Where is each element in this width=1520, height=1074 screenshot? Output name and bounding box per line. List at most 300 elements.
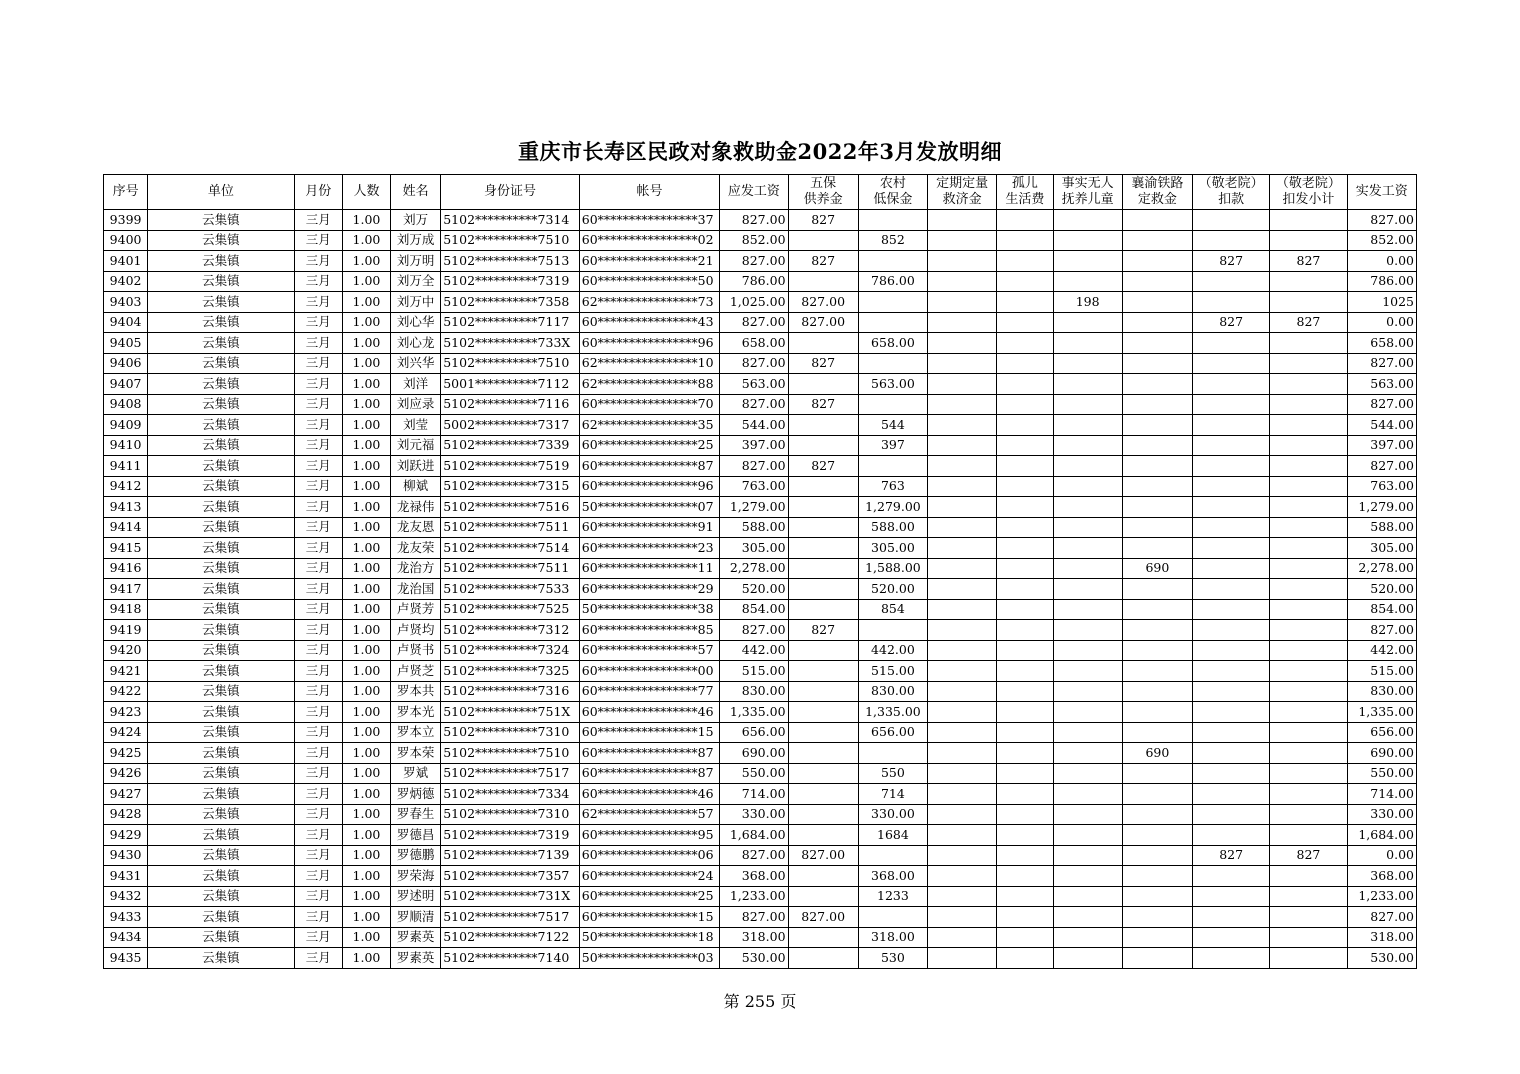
- cell-dingqi: [928, 784, 997, 805]
- cell-dibao: [858, 210, 927, 231]
- cell-dibao: 520.00: [858, 579, 927, 600]
- table-row: [104, 230, 1417, 251]
- cell-month: 三月: [294, 333, 342, 354]
- cell-wubao: [788, 476, 858, 497]
- table-row: [104, 763, 1417, 784]
- cell-net-pay: 1,233.00: [1347, 886, 1416, 907]
- cell-unattended-child: [1053, 620, 1122, 641]
- cell-net-pay: 827.00: [1347, 353, 1416, 374]
- cell-nursing-subtotal: [1270, 292, 1347, 313]
- cell-name: 罗素英: [391, 948, 441, 969]
- cell-id-number: 5102**********7519: [441, 456, 580, 477]
- table-row: [104, 353, 1417, 374]
- cell-gross-pay: 318.00: [720, 927, 788, 948]
- cell-railway: [1122, 230, 1192, 251]
- cell-id-number: 5102**********7314: [441, 210, 580, 231]
- cell-account: 60****************91: [579, 517, 720, 538]
- cell-seq: 9423: [104, 702, 148, 723]
- cell-unattended-child: [1053, 210, 1122, 231]
- cell-count: 1.00: [342, 927, 390, 948]
- cell-name: 龙友荣: [391, 538, 441, 559]
- relief-payment-table: [103, 174, 1417, 969]
- cell-seq: 9401: [104, 251, 148, 272]
- cell-id-number: 5102**********7517: [441, 907, 580, 928]
- cell-orphan: [997, 866, 1053, 887]
- cell-nursing-subtotal: [1270, 702, 1347, 723]
- cell-id-number: 5001**********7112: [441, 374, 580, 395]
- cell-nursing-subtotal: [1270, 825, 1347, 846]
- cell-unit: 云集镇: [148, 763, 295, 784]
- cell-orphan: [997, 333, 1053, 354]
- cell-unit: 云集镇: [148, 620, 295, 641]
- cell-nursing-deduct: [1193, 517, 1270, 538]
- table-row: [104, 271, 1417, 292]
- cell-wubao: 827: [788, 456, 858, 477]
- cell-orphan: [997, 804, 1053, 825]
- cell-nursing-deduct: [1193, 353, 1270, 374]
- cell-dingqi: [928, 661, 997, 682]
- page-number: 第 255 页: [723, 992, 797, 1011]
- cell-dingqi: [928, 866, 997, 887]
- cell-account: 62****************73: [579, 292, 720, 313]
- table-row: [104, 825, 1417, 846]
- cell-railway: [1122, 804, 1192, 825]
- cell-railway: [1122, 456, 1192, 477]
- cell-unit: 云集镇: [148, 845, 295, 866]
- cell-orphan: [997, 743, 1053, 764]
- cell-orphan: [997, 825, 1053, 846]
- cell-month: 三月: [294, 476, 342, 497]
- cell-unit: 云集镇: [148, 374, 295, 395]
- cell-dingqi: [928, 415, 997, 436]
- cell-name: 罗德昌: [391, 825, 441, 846]
- cell-nursing-deduct: [1193, 230, 1270, 251]
- cell-name: 刘万: [391, 210, 441, 231]
- cell-dingqi: [928, 538, 997, 559]
- cell-unit: 云集镇: [148, 476, 295, 497]
- cell-orphan: [997, 763, 1053, 784]
- cell-nursing-subtotal: [1270, 948, 1347, 969]
- cell-seq: 9411: [104, 456, 148, 477]
- cell-orphan: [997, 620, 1053, 641]
- table-row: [104, 681, 1417, 702]
- cell-account: 60****************96: [579, 476, 720, 497]
- cell-account: 60****************23: [579, 538, 720, 559]
- cell-nursing-subtotal: [1270, 271, 1347, 292]
- cell-unattended-child: [1053, 722, 1122, 743]
- cell-dingqi: [928, 681, 997, 702]
- cell-month: 三月: [294, 497, 342, 518]
- table-row: [104, 374, 1417, 395]
- cell-id-number: 5102**********7324: [441, 640, 580, 661]
- cell-nursing-subtotal: [1270, 210, 1347, 231]
- cell-dingqi: [928, 640, 997, 661]
- cell-unit: 云集镇: [148, 804, 295, 825]
- cell-orphan: [997, 538, 1053, 559]
- cell-id-number: 5102**********7514: [441, 538, 580, 559]
- cell-gross-pay: 827.00: [720, 907, 788, 928]
- cell-nursing-subtotal: 827: [1270, 845, 1347, 866]
- cell-account: 60****************11: [579, 558, 720, 579]
- cell-net-pay: 827.00: [1347, 394, 1416, 415]
- cell-dibao: 330.00: [858, 804, 927, 825]
- cell-unit: 云集镇: [148, 927, 295, 948]
- cell-unit: 云集镇: [148, 456, 295, 477]
- cell-gross-pay: 520.00: [720, 579, 788, 600]
- cell-orphan: [997, 394, 1053, 415]
- cell-nursing-deduct: [1193, 415, 1270, 436]
- cell-railway: [1122, 579, 1192, 600]
- cell-nursing-subtotal: [1270, 558, 1347, 579]
- cell-month: 三月: [294, 517, 342, 538]
- cell-dibao: 442.00: [858, 640, 927, 661]
- cell-nursing-subtotal: [1270, 415, 1347, 436]
- cell-unattended-child: 198: [1053, 292, 1122, 313]
- cell-railway: [1122, 292, 1192, 313]
- cell-railway: [1122, 271, 1192, 292]
- cell-nursing-deduct: [1193, 743, 1270, 764]
- cell-net-pay: 714.00: [1347, 784, 1416, 805]
- cell-wubao: [788, 804, 858, 825]
- cell-net-pay: 588.00: [1347, 517, 1416, 538]
- cell-orphan: [997, 415, 1053, 436]
- cell-dingqi: [928, 743, 997, 764]
- cell-railway: [1122, 866, 1192, 887]
- header-unit: 单位: [148, 175, 295, 210]
- cell-id-number: 5102**********7516: [441, 497, 580, 518]
- cell-railway: [1122, 599, 1192, 620]
- cell-seq: 9416: [104, 558, 148, 579]
- table-row: [104, 476, 1417, 497]
- cell-nursing-subtotal: [1270, 353, 1347, 374]
- cell-id-number: 5102**********7525: [441, 599, 580, 620]
- header-railway: 襄渝铁路 定救金: [1122, 175, 1192, 210]
- table-row: [104, 845, 1417, 866]
- cell-nursing-subtotal: [1270, 579, 1347, 600]
- cell-wubao: [788, 948, 858, 969]
- cell-seq: 9405: [104, 333, 148, 354]
- cell-nursing-subtotal: [1270, 476, 1347, 497]
- cell-dingqi: [928, 907, 997, 928]
- table-row: [104, 702, 1417, 723]
- cell-month: 三月: [294, 661, 342, 682]
- table-row: [104, 640, 1417, 661]
- table-header-row: [104, 175, 1417, 210]
- cell-wubao: [788, 927, 858, 948]
- cell-id-number: 5102**********7122: [441, 927, 580, 948]
- cell-unit: 云集镇: [148, 681, 295, 702]
- table-row: [104, 538, 1417, 559]
- cell-account: 60****************29: [579, 579, 720, 600]
- cell-dibao: 550: [858, 763, 927, 784]
- cell-unattended-child: [1053, 579, 1122, 600]
- cell-dingqi: [928, 845, 997, 866]
- cell-nursing-subtotal: [1270, 538, 1347, 559]
- cell-orphan: [997, 292, 1053, 313]
- cell-id-number: 5102**********7316: [441, 681, 580, 702]
- cell-wubao: [788, 333, 858, 354]
- cell-seq: 9399: [104, 210, 148, 231]
- table-row: [104, 722, 1417, 743]
- cell-nursing-deduct: [1193, 210, 1270, 231]
- cell-nursing-deduct: [1193, 866, 1270, 887]
- cell-name: 刘洋: [391, 374, 441, 395]
- cell-name: 刘万全: [391, 271, 441, 292]
- cell-gross-pay: 714.00: [720, 784, 788, 805]
- cell-nursing-subtotal: [1270, 620, 1347, 641]
- cell-seq: 9433: [104, 907, 148, 928]
- cell-dingqi: [928, 558, 997, 579]
- cell-count: 1.00: [342, 374, 390, 395]
- cell-net-pay: 442.00: [1347, 640, 1416, 661]
- cell-unit: 云集镇: [148, 333, 295, 354]
- cell-count: 1.00: [342, 333, 390, 354]
- cell-gross-pay: 397.00: [720, 435, 788, 456]
- cell-gross-pay: 1,279.00: [720, 497, 788, 518]
- cell-account: 60****************43: [579, 312, 720, 333]
- table-row: [104, 661, 1417, 682]
- cell-orphan: [997, 784, 1053, 805]
- cell-nursing-deduct: [1193, 702, 1270, 723]
- cell-name: 柳斌: [391, 476, 441, 497]
- cell-nursing-subtotal: [1270, 333, 1347, 354]
- cell-dibao: [858, 743, 927, 764]
- cell-month: 三月: [294, 271, 342, 292]
- cell-wubao: [788, 825, 858, 846]
- cell-count: 1.00: [342, 702, 390, 723]
- cell-net-pay: 854.00: [1347, 599, 1416, 620]
- cell-net-pay: 658.00: [1347, 333, 1416, 354]
- cell-nursing-subtotal: [1270, 374, 1347, 395]
- cell-unattended-child: [1053, 435, 1122, 456]
- cell-dingqi: [928, 271, 997, 292]
- cell-count: 1.00: [342, 558, 390, 579]
- cell-net-pay: 520.00: [1347, 579, 1416, 600]
- cell-id-number: 5102**********7315: [441, 476, 580, 497]
- cell-seq: 9415: [104, 538, 148, 559]
- cell-account: 50****************07: [579, 497, 720, 518]
- cell-wubao: 827: [788, 251, 858, 272]
- cell-account: 60****************21: [579, 251, 720, 272]
- cell-dibao: 854: [858, 599, 927, 620]
- cell-account: 60****************24: [579, 866, 720, 887]
- cell-id-number: 5102**********7511: [441, 558, 580, 579]
- cell-railway: [1122, 374, 1192, 395]
- cell-net-pay: 563.00: [1347, 374, 1416, 395]
- cell-nursing-deduct: [1193, 497, 1270, 518]
- cell-seq: 9408: [104, 394, 148, 415]
- cell-nursing-subtotal: 827: [1270, 312, 1347, 333]
- cell-name: 刘万成: [391, 230, 441, 251]
- table-row: [104, 743, 1417, 764]
- cell-net-pay: 330.00: [1347, 804, 1416, 825]
- cell-nursing-subtotal: [1270, 866, 1347, 887]
- cell-count: 1.00: [342, 251, 390, 272]
- cell-dibao: 318.00: [858, 927, 927, 948]
- cell-account: 60****************87: [579, 456, 720, 477]
- cell-month: 三月: [294, 825, 342, 846]
- cell-month: 三月: [294, 210, 342, 231]
- cell-seq: 9431: [104, 866, 148, 887]
- cell-unattended-child: [1053, 456, 1122, 477]
- cell-net-pay: 550.00: [1347, 763, 1416, 784]
- cell-orphan: [997, 702, 1053, 723]
- cell-id-number: 5002**********7317: [441, 415, 580, 436]
- cell-account: 60****************25: [579, 435, 720, 456]
- cell-seq: 9417: [104, 579, 148, 600]
- cell-month: 三月: [294, 927, 342, 948]
- cell-dibao: [858, 394, 927, 415]
- cell-count: 1.00: [342, 271, 390, 292]
- cell-nursing-subtotal: [1270, 681, 1347, 702]
- cell-wubao: [788, 538, 858, 559]
- cell-id-number: 5102**********7510: [441, 230, 580, 251]
- cell-name: 卢贤芳: [391, 599, 441, 620]
- cell-net-pay: 827.00: [1347, 456, 1416, 477]
- cell-dibao: 588.00: [858, 517, 927, 538]
- cell-nursing-deduct: [1193, 825, 1270, 846]
- cell-nursing-deduct: [1193, 456, 1270, 477]
- cell-name: 刘莹: [391, 415, 441, 436]
- cell-nursing-subtotal: [1270, 497, 1347, 518]
- cell-dibao: [858, 312, 927, 333]
- cell-count: 1.00: [342, 394, 390, 415]
- cell-nursing-deduct: [1193, 661, 1270, 682]
- table-row: [104, 784, 1417, 805]
- cell-dibao: [858, 251, 927, 272]
- cell-month: 三月: [294, 538, 342, 559]
- cell-id-number: 5102**********7116: [441, 394, 580, 415]
- cell-gross-pay: 656.00: [720, 722, 788, 743]
- cell-unit: 云集镇: [148, 538, 295, 559]
- cell-count: 1.00: [342, 230, 390, 251]
- cell-nursing-deduct: [1193, 907, 1270, 928]
- cell-month: 三月: [294, 948, 342, 969]
- cell-nursing-subtotal: [1270, 435, 1347, 456]
- cell-unit: 云集镇: [148, 292, 295, 313]
- cell-wubao: 827: [788, 210, 858, 231]
- table-row: [104, 415, 1417, 436]
- cell-unit: 云集镇: [148, 230, 295, 251]
- cell-railway: [1122, 722, 1192, 743]
- cell-name: 罗本光: [391, 702, 441, 723]
- cell-wubao: [788, 558, 858, 579]
- cell-gross-pay: 544.00: [720, 415, 788, 436]
- cell-name: 罗本立: [391, 722, 441, 743]
- table-body: [104, 210, 1417, 969]
- cell-dingqi: [928, 312, 997, 333]
- cell-month: 三月: [294, 599, 342, 620]
- cell-count: 1.00: [342, 681, 390, 702]
- cell-wubao: [788, 599, 858, 620]
- cell-unit: 云集镇: [148, 497, 295, 518]
- cell-unattended-child: [1053, 476, 1122, 497]
- cell-month: 三月: [294, 558, 342, 579]
- cell-name: 龙治国: [391, 579, 441, 600]
- cell-net-pay: 318.00: [1347, 927, 1416, 948]
- cell-id-number: 5102**********7334: [441, 784, 580, 805]
- cell-nursing-deduct: [1193, 784, 1270, 805]
- table-row: [104, 866, 1417, 887]
- cell-orphan: [997, 579, 1053, 600]
- cell-net-pay: 763.00: [1347, 476, 1416, 497]
- cell-count: 1.00: [342, 210, 390, 231]
- cell-count: 1.00: [342, 476, 390, 497]
- cell-name: 罗本荣: [391, 743, 441, 764]
- cell-railway: [1122, 907, 1192, 928]
- cell-orphan: [997, 374, 1053, 395]
- cell-id-number: 5102**********7533: [441, 579, 580, 600]
- cell-unattended-child: [1053, 271, 1122, 292]
- cell-nursing-deduct: [1193, 333, 1270, 354]
- cell-name: 刘心华: [391, 312, 441, 333]
- cell-name: 刘应录: [391, 394, 441, 415]
- header-nursing-deduct: （敬老院） 扣款: [1193, 175, 1270, 210]
- cell-gross-pay: 827.00: [720, 353, 788, 374]
- cell-orphan: [997, 497, 1053, 518]
- cell-name: 刘万明: [391, 251, 441, 272]
- cell-name: 龙治方: [391, 558, 441, 579]
- cell-count: 1.00: [342, 312, 390, 333]
- table-row: [104, 251, 1417, 272]
- cell-count: 1.00: [342, 620, 390, 641]
- cell-seq: 9435: [104, 948, 148, 969]
- cell-net-pay: 2,278.00: [1347, 558, 1416, 579]
- cell-orphan: [997, 435, 1053, 456]
- cell-net-pay: 827.00: [1347, 210, 1416, 231]
- cell-railway: [1122, 661, 1192, 682]
- cell-unattended-child: [1053, 353, 1122, 374]
- cell-name: 刘跃进: [391, 456, 441, 477]
- cell-dibao: 530: [858, 948, 927, 969]
- cell-orphan: [997, 476, 1053, 497]
- cell-railway: [1122, 210, 1192, 231]
- cell-dibao: 830.00: [858, 681, 927, 702]
- cell-month: 三月: [294, 845, 342, 866]
- cell-seq: 9419: [104, 620, 148, 641]
- cell-name: 卢贤书: [391, 640, 441, 661]
- cell-unattended-child: [1053, 497, 1122, 518]
- cell-id-number: 5102**********7358: [441, 292, 580, 313]
- cell-unit: 云集镇: [148, 558, 295, 579]
- cell-month: 三月: [294, 456, 342, 477]
- table-row: [104, 292, 1417, 313]
- cell-seq: 9404: [104, 312, 148, 333]
- table-row: [104, 927, 1417, 948]
- cell-count: 1.00: [342, 517, 390, 538]
- cell-unit: 云集镇: [148, 825, 295, 846]
- cell-nursing-deduct: [1193, 579, 1270, 600]
- table-row: [104, 394, 1417, 415]
- cell-net-pay: 1,279.00: [1347, 497, 1416, 518]
- cell-net-pay: 397.00: [1347, 435, 1416, 456]
- cell-month: 三月: [294, 620, 342, 641]
- cell-unattended-child: [1053, 415, 1122, 436]
- cell-unit: 云集镇: [148, 353, 295, 374]
- cell-seq: 9412: [104, 476, 148, 497]
- cell-gross-pay: 827.00: [720, 312, 788, 333]
- cell-unattended-child: [1053, 661, 1122, 682]
- cell-name: 卢贤均: [391, 620, 441, 641]
- cell-nursing-subtotal: [1270, 640, 1347, 661]
- cell-net-pay: 786.00: [1347, 271, 1416, 292]
- cell-seq: 9424: [104, 722, 148, 743]
- cell-unattended-child: [1053, 866, 1122, 887]
- cell-nursing-subtotal: [1270, 599, 1347, 620]
- cell-id-number: 5102**********7140: [441, 948, 580, 969]
- cell-account: 60****************46: [579, 702, 720, 723]
- cell-wubao: [788, 722, 858, 743]
